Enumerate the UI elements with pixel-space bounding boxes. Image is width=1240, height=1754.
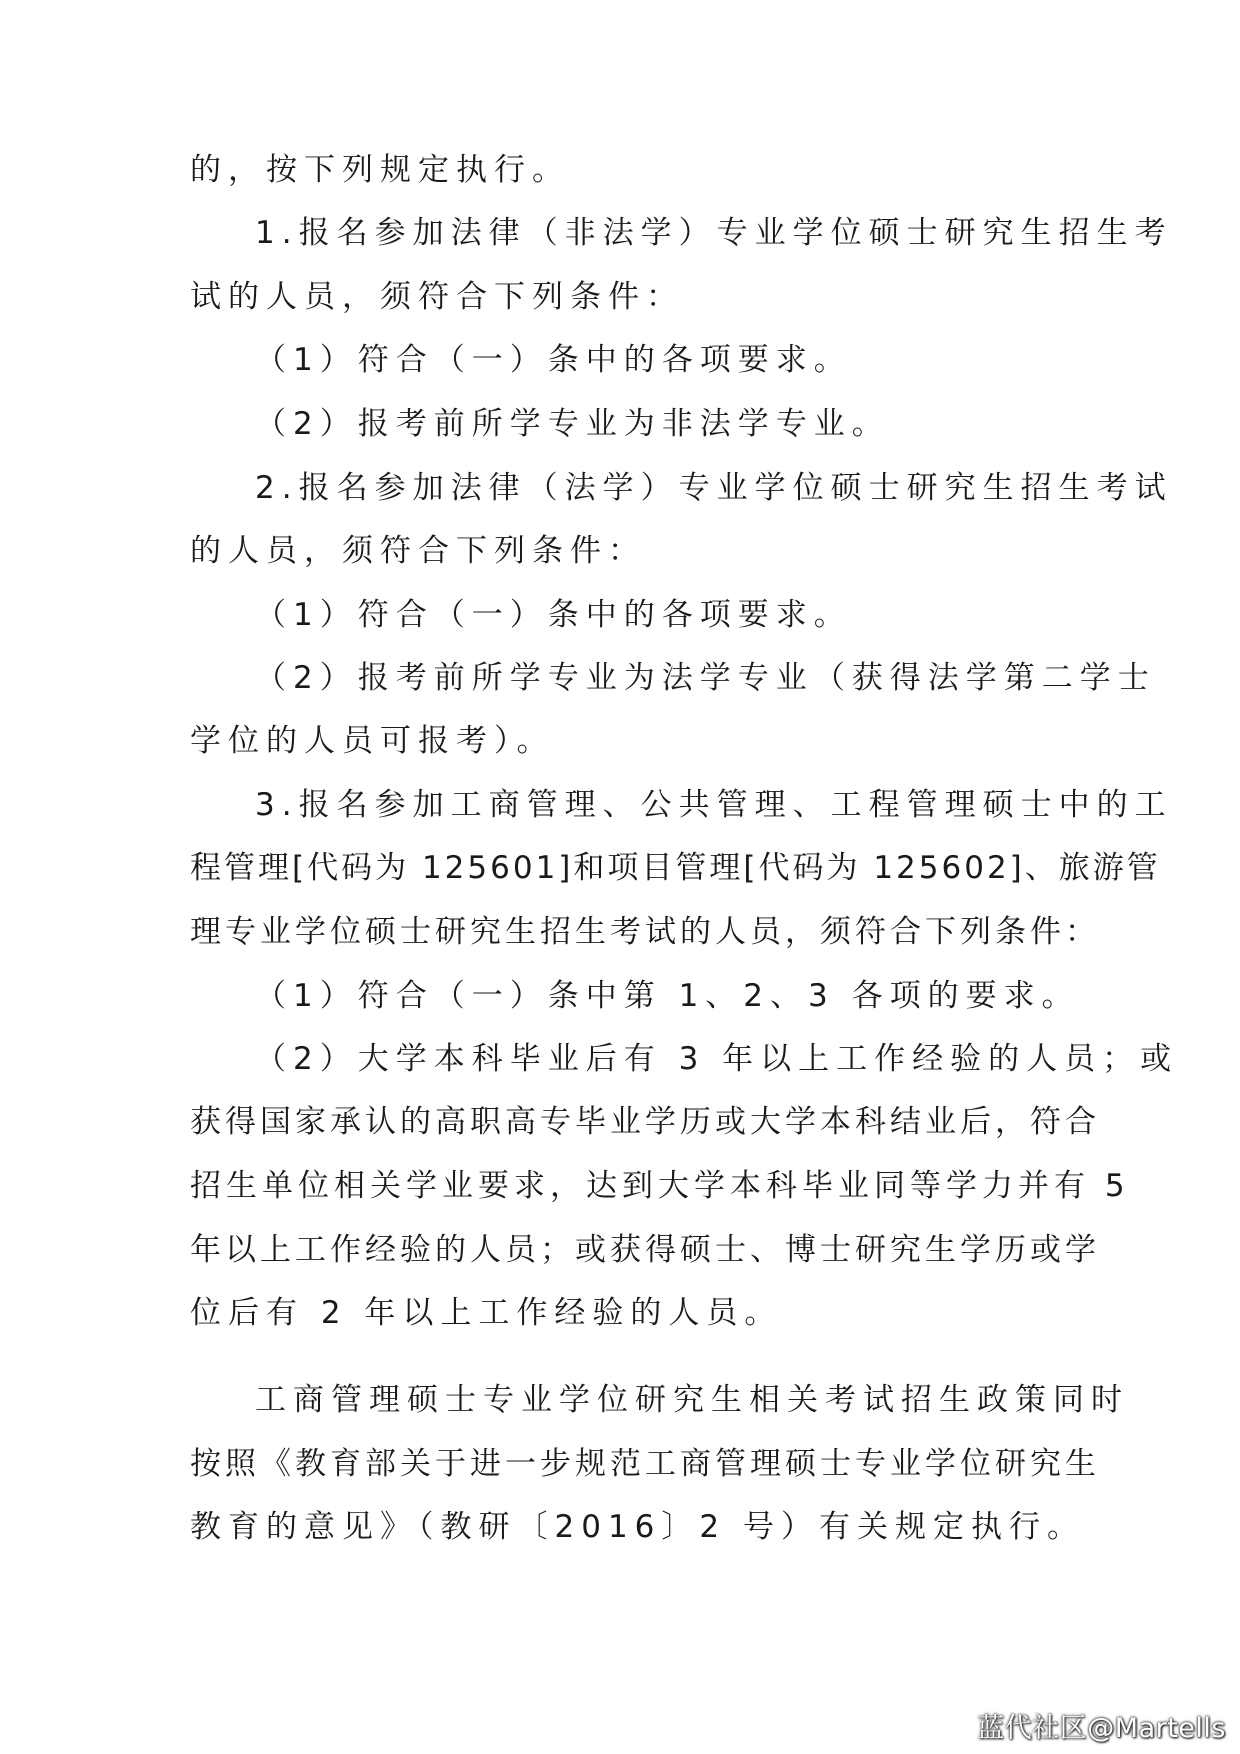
text-line-19: 位后有 2 年以上工作经验的人员。 [190,1295,783,1331]
text-line-15: （2）大学本科毕业后有 3 年以上工作经验的人员；或 [255,1041,1179,1077]
watermark-text: 蓝代社区@Martells [977,1713,1226,1744]
text-line-5: （2）报考前所学专业为非法学专业。 [255,406,890,442]
text-line-2: 1.报名参加法律（非法学）专业学位硕士研究生招生考 [255,215,1173,251]
text-line-17: 招生单位相关学业要求，达到大学本科毕业同等学力并有 5 [190,1168,1130,1204]
text-line-3: 试的人员，须符合下列条件： [190,279,684,315]
text-line-18: 年以上工作经验的人员；或获得硕士、博士研究生学历或学 [190,1232,1100,1268]
text-line-16: 获得国家承认的高职高专毕业学历或大学本科结业后，符合 [190,1104,1100,1140]
text-line-8: （1）符合（一）条中的各项要求。 [255,597,852,633]
text-line-13: 理专业学位硕士研究生招生考试的人员，须符合下列条件： [190,914,1100,950]
text-line-14: （1）符合（一）条中第 1、2、3 各项的要求。 [255,978,1080,1014]
text-line-11: 3.报名参加工商管理、公共管理、工程管理硕士中的工 [255,787,1173,823]
text-line-1: 的，按下列规定执行。 [190,152,570,188]
text-line-21: 按照《教育部关于进一步规范工商管理硕士专业学位研究生 [190,1446,1100,1482]
text-line-22: 教育的意见》（教研〔2016〕2 号）有关规定执行。 [190,1509,1085,1545]
text-line-6: 2.报名参加法律（法学）专业学位硕士研究生招生考试 [255,470,1173,506]
text-line-12: 程管理[代码为 125601]和项目管理[代码为 125602]、旅游管 [190,850,1161,886]
text-line-9: （2）报考前所学专业为法学专业（获得法学第二学士 [255,660,1156,696]
text-line-4: （1）符合（一）条中的各项要求。 [255,342,852,378]
text-line-7: 的人员，须符合下列条件： [190,533,646,569]
text-line-20: 工商管理硕士专业学位研究生相关考试招生政策同时 [255,1382,1129,1418]
text-line-10: 学位的人员可报考）。 [190,723,555,759]
